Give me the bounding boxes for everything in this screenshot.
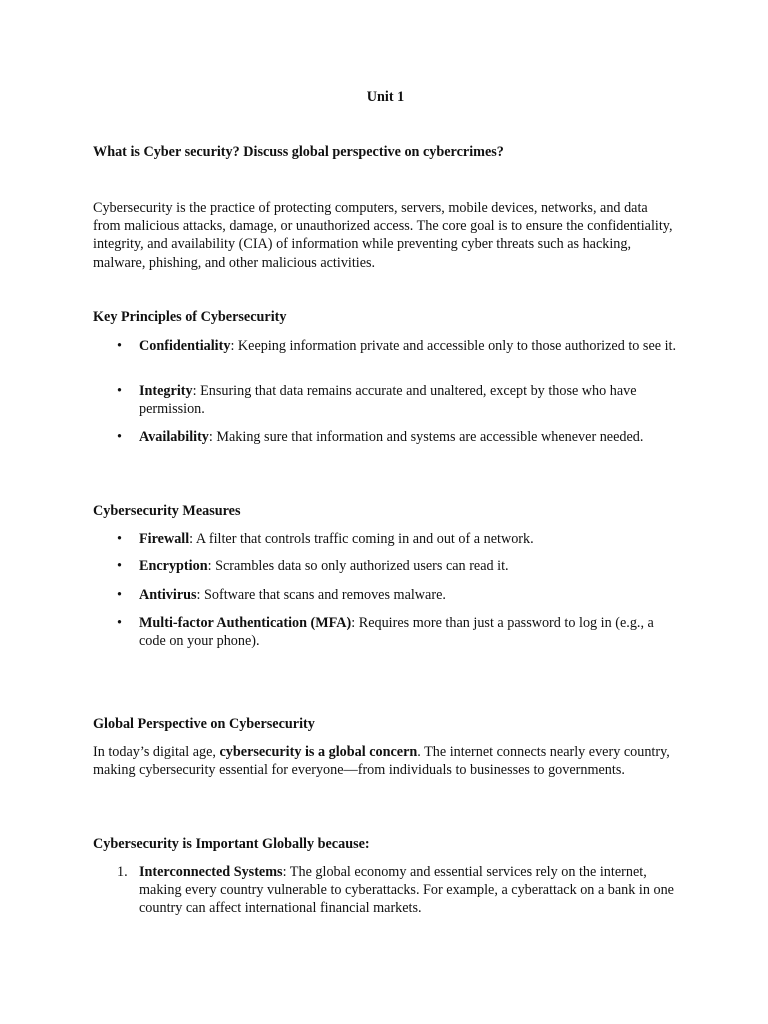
list-number: 1. (117, 864, 128, 880)
global-heading: Global Perspective on Cybersecurity (93, 716, 315, 732)
list-item-text (139, 863, 677, 918)
list-item-desc: : Software that scans and removes malware. (196, 587, 446, 603)
list-item-term: Integrity (139, 383, 193, 399)
list-item-term: Firewall (139, 531, 190, 547)
global-para-start: In today’s digital age, (93, 744, 220, 760)
important-heading: Cybersecurity is Important Globally because: (93, 836, 370, 852)
measures-heading: Cybersecurity Measures (93, 503, 241, 519)
bullet: • (117, 615, 122, 631)
list-item-desc: : Keeping information private and accessible only to those authorized to see it. (230, 338, 677, 354)
unit-title: Unit 1 (366, 89, 405, 105)
list-item-term: Antivirus (139, 587, 197, 603)
list-item-desc: : Making sure that information and systems are accessible whenever needed. (208, 429, 644, 445)
list-item-text (139, 337, 677, 355)
list-item-text (139, 586, 677, 604)
bullet: • (117, 558, 122, 574)
document-page (93, 0, 678, 1024)
list-item-term: Interconnected Systems (139, 864, 283, 880)
list-item-term: Confidentiality (139, 338, 231, 354)
list-item-term: Availability (139, 429, 209, 445)
list-item-desc: : Requires more than just a password to log in (e.g., a code on your phone). (139, 615, 654, 650)
list-item-desc: : The global economy and essential services rely on the internet, making every country vulnerable to cyberattacks. For example, a cyberattack on a bank in one country can affect international financial markets. (139, 864, 674, 917)
question-heading: What is Cyber security? Discuss global perspective on cybercrimes? (93, 144, 504, 160)
principles-heading: Key Principles of Cybersecurity (93, 309, 287, 325)
bullet: • (117, 587, 122, 603)
list-item-text (139, 382, 677, 418)
list-item-desc: : A filter that controls traffic coming in and out of a network. (189, 531, 534, 547)
list-item-text (139, 557, 677, 575)
list-item-term: Encryption (139, 558, 208, 574)
bullet: • (117, 338, 122, 354)
intro-paragraph: Cybersecurity is the practice of protecting computers, servers, mobile devices, networks, and data from malicious attacks, damage, or unauthorized access. The core goal is to ensure the confidentiality, integrity, and availability (CIA) of information while preventing cyber threats such as hacking, malware, phishing, and other malicious activities. (93, 200, 673, 271)
list-item-text (139, 428, 677, 446)
global-para-end: . The internet connects nearly every country, making cybersecurity essential for everyone—from individuals to businesses to governments. (93, 744, 670, 779)
list-item-desc: : Ensuring that data remains accurate and unaltered, except by those who have permission. (139, 383, 637, 418)
bullet: • (117, 531, 122, 547)
global-paragraph (93, 743, 678, 779)
list-item-text (139, 614, 677, 650)
bullet: • (117, 429, 122, 445)
list-item-desc: : Scrambles data so only authorized users can read it. (207, 558, 509, 574)
list-item-term: Multi-factor Authentication (MFA) (139, 615, 352, 631)
list-item-text (139, 530, 677, 548)
bullet: • (117, 383, 122, 399)
global-para-bold: cybersecurity is a global concern (219, 744, 418, 760)
